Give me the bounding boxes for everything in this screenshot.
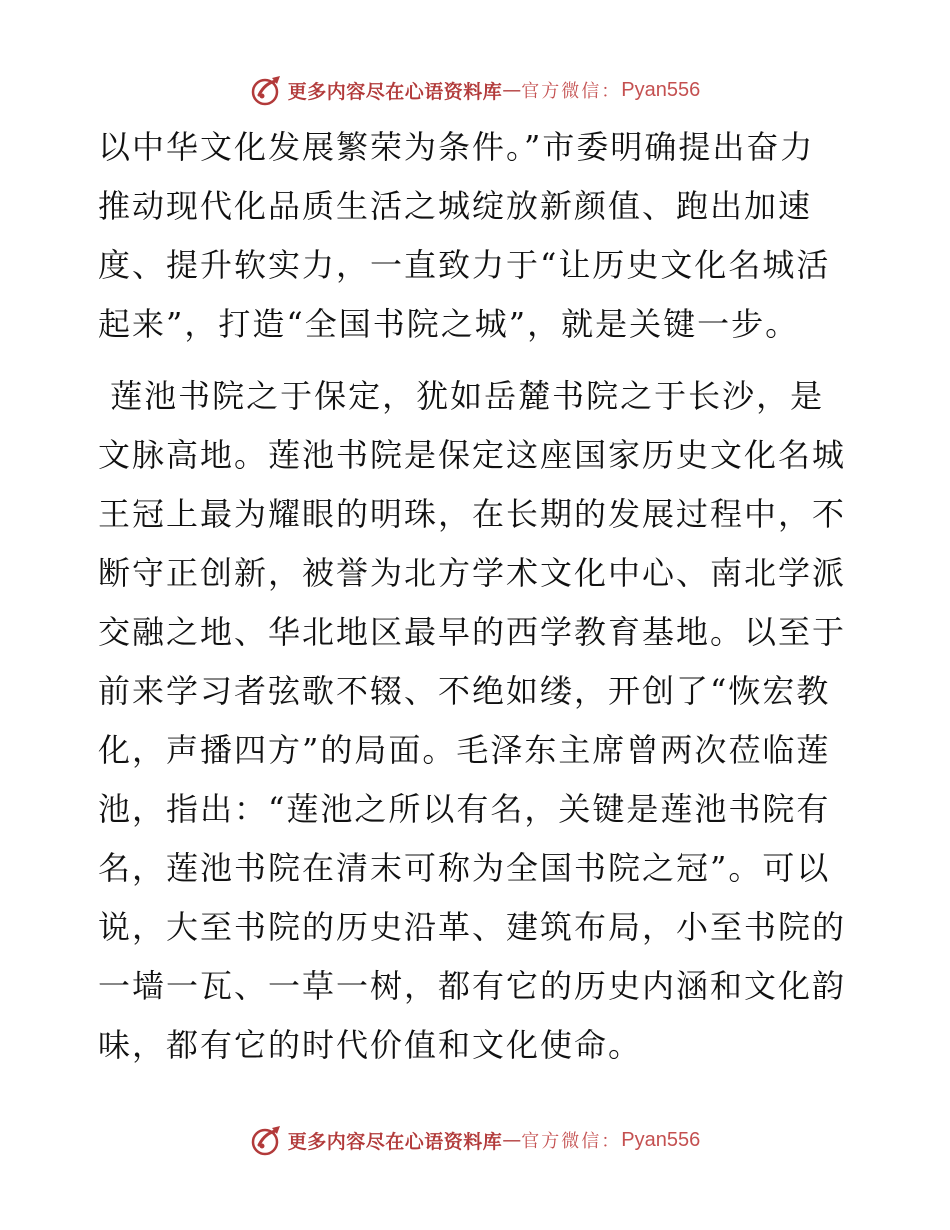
banner-wechat-id: Pyan556 <box>621 78 701 101</box>
text-line: 王冠上最为耀眼的明珠，在长期的发展过程中，不 <box>98 495 847 533</box>
text-line: 池，指出：“莲池之所以有名，关键是莲池书院有 <box>98 790 831 828</box>
seal-logo-icon <box>250 1123 284 1157</box>
text-line: 味，都有它的时代价值和文化使命。 <box>98 1026 643 1064</box>
text-line: 起来”，打造“全国书院之城”，就是关键一步。 <box>98 305 800 343</box>
text-line: 化，声播四方”的局面。毛泽东主席曾两次莅临莲 <box>98 731 831 769</box>
banner-separator: — <box>502 79 522 101</box>
footer-banner <box>0 1120 950 1160</box>
text-line: 交融之地、华北地区最早的西学教育基地。以至于 <box>98 613 847 651</box>
text-line: 说，大至书院的历史沿革、建筑布局，小至书院的 <box>98 908 847 946</box>
banner-text: 更多内容尽在心语资料库 <box>287 1130 503 1153</box>
text-line: 推动现代化品质生活之城绽放新颜值、跑出加速 <box>98 187 813 225</box>
text-line: 莲池书院之于保定，犹如岳麓书院之于长沙，是 <box>98 377 825 415</box>
text-line: 断守正创新，被誉为北方学术文化中心、南北学派 <box>98 554 847 592</box>
banner-wechat-id: Pyan556 <box>621 1128 701 1151</box>
banner-separator: — <box>502 1129 522 1151</box>
header-banner <box>0 70 950 110</box>
text-line: 文脉高地。莲池书院是保定这座国家历史文化名城 <box>98 436 847 474</box>
paragraph-1 <box>98 118 848 354</box>
paragraph-2 <box>98 367 848 1075</box>
document-body <box>98 118 848 1075</box>
text-line: 前来学习者弦歌不辍、不绝如缕，开创了“恢宏教 <box>98 672 831 710</box>
banner-text: 更多内容尽在心语资料库 <box>287 80 503 103</box>
text-line: 度、提升软实力，一直致力于“让历史文化名城活 <box>98 246 831 284</box>
seal-logo-icon <box>250 73 284 107</box>
text-line: 名，莲池书院在清末可称为全国书院之冠”。可以 <box>98 849 831 887</box>
text-line: 一墙一瓦、一草一树，都有它的历史内涵和文化韵 <box>98 967 847 1005</box>
banner-wechat-label: 官方微信： <box>521 1131 622 1152</box>
text-line: 以中华文化发展繁荣为条件。”市委明确提出奋力 <box>98 128 815 166</box>
banner-wechat-label: 官方微信： <box>521 81 622 102</box>
